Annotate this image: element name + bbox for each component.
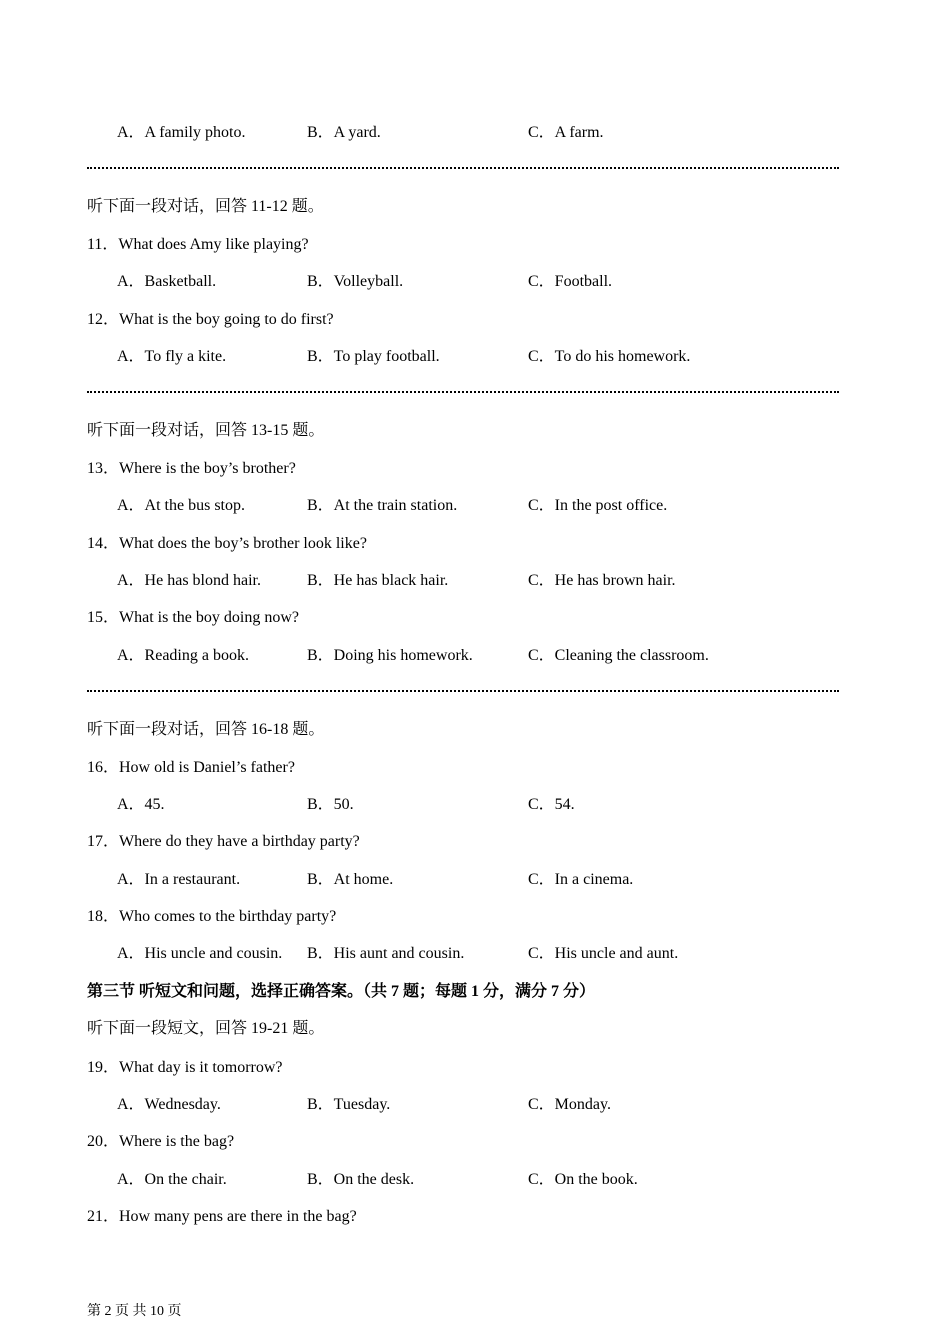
option-b: B．Doing his homework. [307, 647, 473, 664]
option-c: C．Cleaning the classroom. [528, 647, 709, 664]
dotted-separator [87, 690, 839, 692]
page-footer: 第 2 页 共 10 页 [87, 1304, 182, 1319]
option-a: A．A family photo. [117, 124, 246, 141]
option-c: C．In the post office. [528, 497, 668, 514]
question-stem: 14．What does the boy’s brother look like? [87, 535, 367, 552]
question-stem: 11．What does Amy like playing? [87, 236, 309, 253]
option-a: A．At the bus stop. [117, 497, 246, 514]
option-c: C．His uncle and aunt. [528, 945, 679, 962]
question-stem: 15．What is the boy doing now? [87, 609, 299, 626]
option-a: A．His uncle and cousin. [117, 945, 283, 962]
question-stem: 19．What day is it tomorrow? [87, 1059, 283, 1076]
group-instruction: 听下面一段对话，回答 13-15 题。 [87, 422, 325, 439]
option-b: B．Tuesday. [307, 1096, 391, 1113]
option-b: B．A yard. [307, 124, 381, 141]
question-stem: 13．Where is the boy’s brother? [87, 460, 296, 477]
question-stem: 17．Where do they have a birthday party? [87, 833, 360, 850]
option-c: C．A farm. [528, 124, 604, 141]
option-c: C．To do his homework. [528, 348, 691, 365]
option-b: B．His aunt and cousin. [307, 945, 465, 962]
option-b: B．To play football. [307, 348, 440, 365]
group-instruction: 听下面一段短文，回答 19-21 题。 [87, 1020, 325, 1037]
question-stem: 12．What is the boy going to do first? [87, 311, 334, 328]
dotted-separator [87, 167, 839, 169]
section-heading: 第三节 听短文和问题，选择正确答案。（共 7 题；每题 1 分，满分 7 分） [87, 983, 596, 1000]
option-c: C．Football. [528, 273, 613, 290]
option-b: B．At home. [307, 871, 394, 888]
option-c: C．On the book. [528, 1171, 638, 1188]
option-c: C．He has brown hair. [528, 572, 676, 589]
option-a: A．On the chair. [117, 1171, 227, 1188]
dotted-separator [87, 391, 839, 393]
group-instruction: 听下面一段对话，回答 16-18 题。 [87, 721, 325, 738]
option-b: B．50. [307, 796, 354, 813]
question-stem: 18．Who comes to the birthday party? [87, 908, 337, 925]
option-a: A．He has blond hair. [117, 572, 261, 589]
option-a: A．Wednesday. [117, 1096, 221, 1113]
option-b: B．At the train station. [307, 497, 458, 514]
option-c: C．Monday. [528, 1096, 611, 1113]
option-a: A．45. [117, 796, 165, 813]
question-stem: 20．Where is the bag? [87, 1133, 235, 1150]
option-c: C．54. [528, 796, 575, 813]
group-instruction: 听下面一段对话，回答 11-12 题。 [87, 198, 324, 215]
option-c: C．In a cinema. [528, 871, 634, 888]
option-a: A．Reading a book. [117, 647, 249, 664]
option-a: A．Basketball. [117, 273, 217, 290]
question-stem: 21．How many pens are there in the bag? [87, 1208, 357, 1225]
option-b: B．Volleyball. [307, 273, 404, 290]
option-b: B．He has black hair. [307, 572, 449, 589]
option-b: B．On the desk. [307, 1171, 415, 1188]
question-stem: 16．How old is Daniel’s father? [87, 759, 295, 776]
option-a: A．To fly a kite. [117, 348, 227, 365]
option-a: A．In a restaurant. [117, 871, 241, 888]
